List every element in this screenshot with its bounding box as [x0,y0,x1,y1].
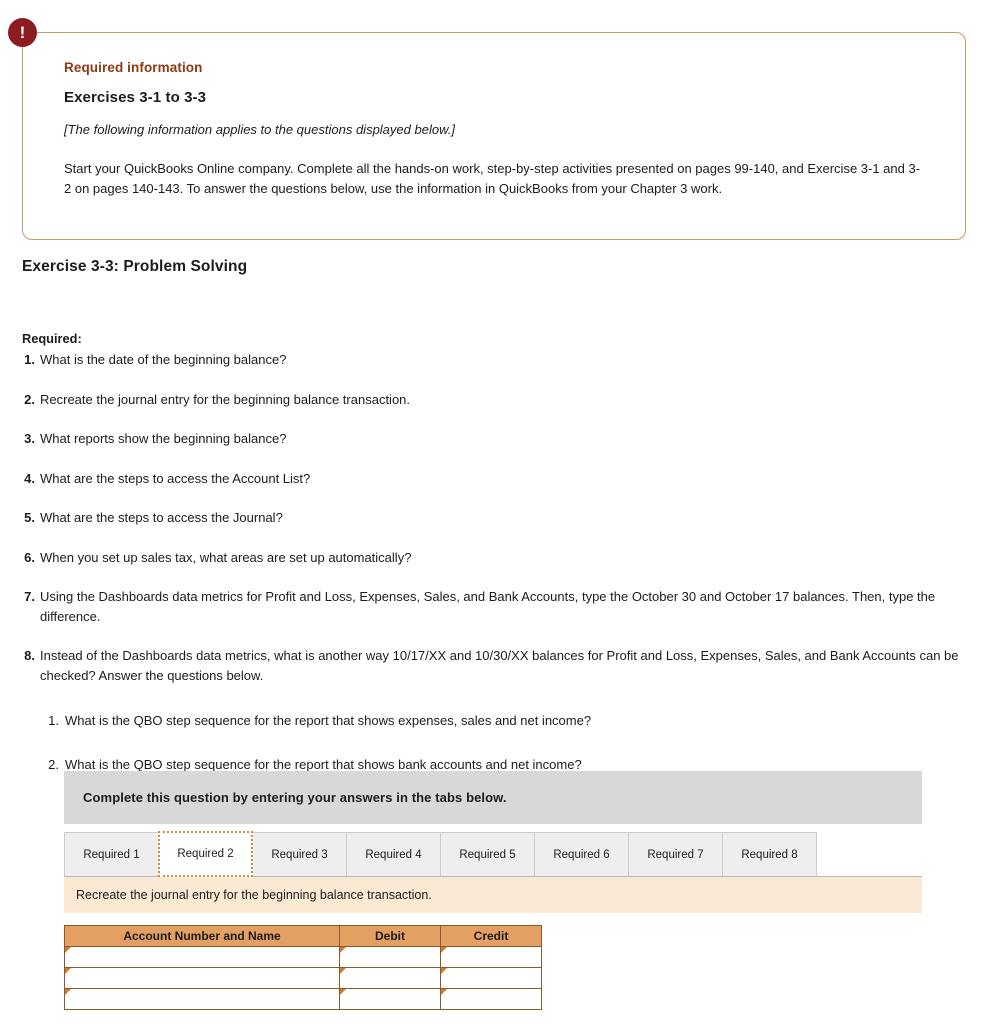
instruction-text: Complete this question by entering your answers in the tabs below. [83,790,507,805]
question-item [22,508,962,528]
sub-question-text: What is the QBO step sequence for the report that shows expenses, sales and net income? [65,713,592,728]
dropdown-marker-icon [441,947,447,953]
question-item [22,548,962,568]
debit-cell[interactable] [340,968,441,989]
question-number: 4. [24,470,35,486]
tab-label: Required 1 [83,848,140,861]
exercise-range-heading: Exercises 3-1 to 3-3 [64,89,207,106]
required-information-label: Required information [64,60,203,75]
sub-question-number: 2. [48,756,59,772]
sub-question-item [47,711,962,731]
table-row [65,989,542,1010]
exclamation-icon: ! [8,18,37,47]
sub-questions-list [47,711,962,774]
debit-cell[interactable] [340,989,441,1010]
table-row [65,947,542,968]
callout-content [64,60,926,200]
callout-body-text: Start your QuickBooks Online company. Complete all the hands-on work, step-by-step activities presented on pages 99-140, and Exercise 3-1 and 3-2 on pages 140-143. To answer the questions below, use the information in QuickBooks from your Chapter 3 work. [64,161,921,197]
column-header-credit: Credit [441,926,542,947]
tab-label: Required 2 [177,848,234,860]
question-item [22,390,962,410]
dropdown-marker-icon [441,989,447,995]
account-cell[interactable] [65,989,340,1010]
journal-entry-table [64,925,542,1010]
required-information-callout [19,23,966,240]
question-number: 3. [24,431,35,446]
question-number: 8. [24,648,35,663]
question-number: 7. [24,589,35,604]
question-text: Instead of the Dashboards data metrics, what is another way 10/17/XX and 10/30/XX balances for Profit and Loss, Expenses, Sales, and Bank Accounts can be checked? Answer the questions below. [40,648,959,683]
tab-label: Required 4 [365,848,422,861]
dropdown-marker-icon [340,947,346,953]
question-item [22,587,962,626]
question-item [22,469,962,489]
dropdown-marker-icon [441,968,447,974]
table-row [65,968,542,989]
question-text: When you set up sales tax, what areas are set up automatically? [40,549,412,565]
dropdown-marker-icon [65,989,71,995]
tab-label: Required 7 [647,848,704,861]
dropdown-marker-icon [65,947,71,953]
tab-required-3[interactable] [252,832,347,876]
dropdown-marker-icon [340,968,346,974]
question-item [22,429,962,449]
dropdown-marker-icon [65,968,71,974]
tab-required-1[interactable] [64,832,159,876]
tab-required-8[interactable] [722,832,817,876]
question-text: Using the Dashboards data metrics for Profit and Loss, Expenses, Sales, and Bank Accounts, type the October 30 and October 17 balances. Then, type the difference. [40,589,936,624]
question-number: 2. [24,391,35,407]
dropdown-marker-icon [340,989,346,995]
required-questions-block [22,331,962,798]
tab-label: Required 6 [553,848,610,861]
account-cell[interactable] [65,968,340,989]
table-header-row [65,926,542,947]
debit-cell[interactable] [340,947,441,968]
tab-required-6[interactable] [534,832,629,876]
question-number: 6. [24,549,35,565]
tab-required-7[interactable] [628,832,723,876]
credit-cell[interactable] [441,968,542,989]
question-text: What is the date of the beginning balance? [40,352,287,367]
question-text: Recreate the journal entry for the beginning balance transaction. [40,391,411,407]
page-title: Exercise 3-3: Problem Solving [22,258,248,275]
column-header-debit: Debit [340,926,441,947]
question-item [22,350,962,370]
account-cell[interactable] [65,947,340,968]
question-number: 5. [24,510,35,525]
sub-question-number: 1. [48,713,59,728]
prompt-text: Recreate the journal entry for the beginning balance transaction. [76,888,432,902]
credit-cell[interactable] [441,947,542,968]
prompt-bar [64,877,922,913]
tab-required-2[interactable] [158,831,253,877]
instruction-bar [64,771,922,824]
question-item [22,646,962,685]
question-text: What are the steps to access the Journal? [40,510,283,525]
question-text: What are the steps to access the Account List? [40,470,311,486]
tab-required-5[interactable] [440,832,535,876]
column-header-account: Account Number and Name [65,926,340,947]
answer-widget [64,771,922,1010]
tab-strip [64,832,922,877]
tab-label: Required 8 [741,848,798,861]
question-text: What reports show the beginning balance? [40,431,287,446]
question-number: 1. [24,352,35,367]
tab-label: Required 3 [271,848,328,861]
tab-required-4[interactable] [346,832,441,876]
required-label: Required: [22,331,82,346]
sub-question-text: What is the QBO step sequence for the report that shows bank accounts and net income? [65,756,582,772]
applies-note: [The following information applies to the questions displayed below.] [64,122,455,137]
tab-label: Required 5 [459,848,516,861]
credit-cell[interactable] [441,989,542,1010]
